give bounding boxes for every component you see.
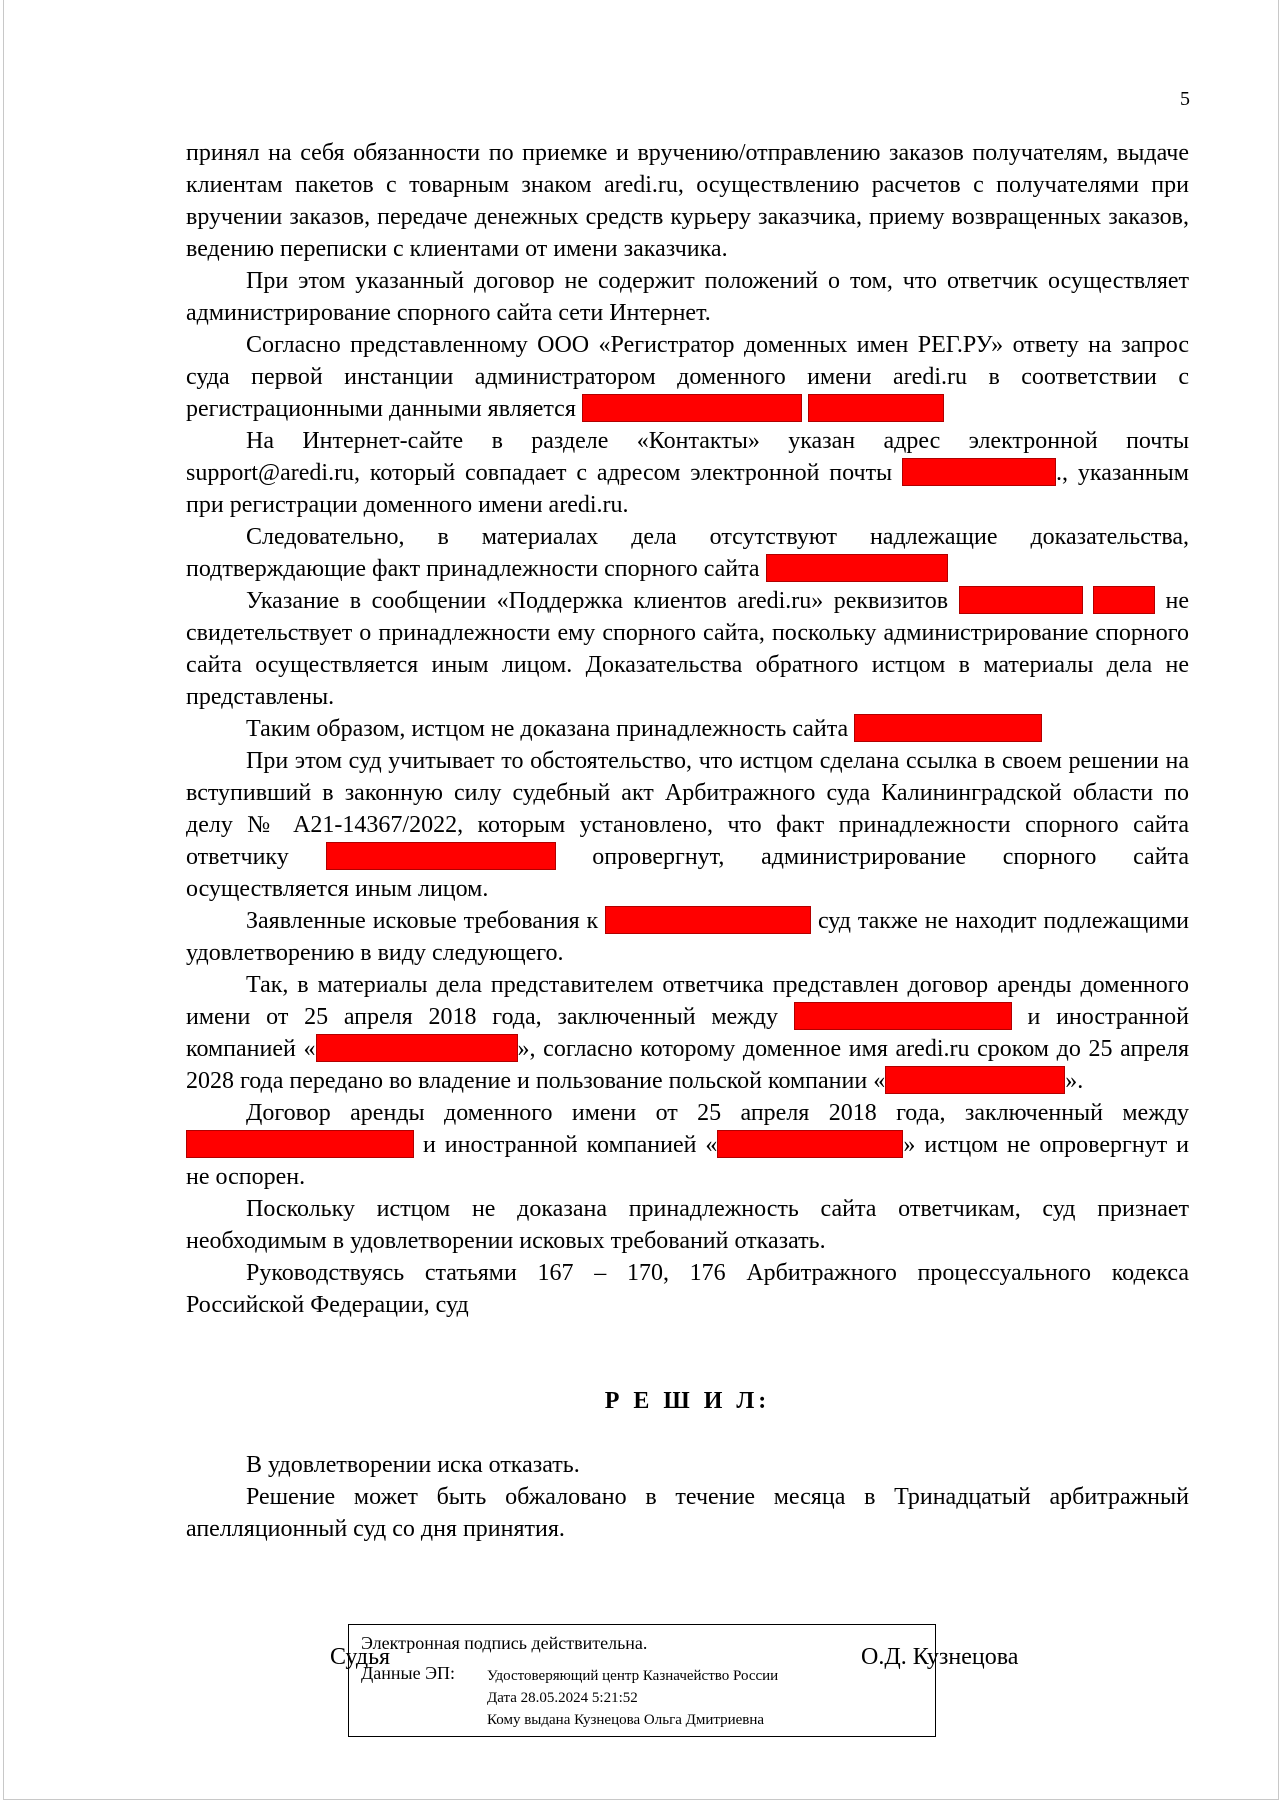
document-body [186, 137, 1189, 1545]
paragraph-text: При этом суд учитывает то обстоятельство, что истцом сделана ссылка в своем решении на вступивший в законную силу судебный акт Арбитражного суда Калининградской области по делу № А21-14367/2022, которым установлено, что факт принадлежности спорного сайта ответчику [186, 748, 1189, 870]
paragraph-text: Договор аренды доменного имени от 25 апреля 2018 года, заключенный между [246, 1100, 1189, 1126]
paragraph-p1 [186, 137, 1189, 265]
paragraph-text: ». [1065, 1068, 1084, 1094]
paragraph-p12 [186, 1193, 1189, 1257]
electronic-signature-stamp [348, 1624, 936, 1737]
judge-role: Судья [330, 1644, 391, 1670]
paragraph-text [1083, 588, 1093, 614]
paragraph-text: При этом указанный договор не содержит положений о том, что ответчик осуществляет администрирование спорного сайта сети Интернет. [186, 268, 1189, 326]
redaction-box [959, 586, 1083, 614]
judge-name: О.Д. Кузнецова [861, 1644, 1019, 1670]
paragraph-text: Поскольку истцом не доказана принадлежность сайта ответчикам, суд признает необходимым в удовлетворении исковых требований отказать. [186, 1196, 1189, 1254]
paragraph-text: ., указанным при регистрации доменного имени aredi.ru. [186, 460, 1189, 518]
redaction-box [794, 1002, 1012, 1030]
paragraph-text: Руководствуясь статьями 167 – 170, 176 Арбитражного процессуального кодекса Российской Федерации, суд [186, 1260, 1189, 1318]
page-number: 5 [1180, 88, 1190, 110]
paragraph-text: и иностранной компанией « [414, 1132, 718, 1158]
paragraph-p9 [186, 905, 1189, 969]
paragraph-text: Таким образом, истцом не доказана принадлежность сайта [246, 716, 855, 742]
paragraph-text: Следовательно, в материалах дела отсутствуют надлежащие доказательства, подтверждающие факт принадлежности спорного сайта [186, 524, 1189, 582]
stamp-date: Дата 28.05.2024 5:21:52 [487, 1690, 638, 1706]
decision-paragraph-2: Решение может быть обжаловано в течение месяца в Тринадцатый арбитражный апелляционный суд со дня принятия. [186, 1484, 1189, 1542]
redaction-box [326, 842, 556, 870]
paragraph-p5 [186, 521, 1189, 585]
paragraph-p2 [186, 265, 1189, 329]
redaction-box [902, 458, 1056, 486]
decision-heading: Р Е Ш И Л: [604, 1388, 771, 1414]
redaction-box [582, 394, 802, 422]
paragraph-text: », согласно которому доменное имя aredi.ru сроком до 25 апреля 2028 года передано во владение и пользование польской компании « [186, 1036, 1189, 1094]
redaction-box [885, 1066, 1065, 1094]
paragraph-text: и иностранной компанией « [186, 1004, 1189, 1062]
redaction-box [186, 1130, 414, 1158]
paragraph-p13 [186, 1257, 1189, 1321]
stamp-valid-text: Электронная подпись действительна. [361, 1633, 648, 1653]
paragraph-p10 [186, 969, 1189, 1097]
paragraph-p11 [186, 1097, 1189, 1193]
paragraph-text: Так, в материалы дела представителем ответчика представлен договор аренды доменного имени от 25 апреля 2018 года, заключенный между [186, 972, 1189, 1030]
spacer [186, 1321, 1189, 1353]
paragraph-text: На Интернет-сайте в разделе «Контакты» указан адрес электронной почты support@aredi.ru, который совпадает с адресом электронной почты [186, 428, 1189, 486]
redaction-box [854, 714, 1042, 742]
decision-paragraph-1: В удовлетворении иска отказать. [246, 1452, 580, 1478]
paragraph-text: » истцом не опровергнут и не оспорен. [186, 1132, 1189, 1190]
paragraph-p6 [186, 585, 1189, 713]
paragraph-text: опровергнут, администрирование спорного сайта осуществляется иным лицом. [186, 844, 1189, 902]
stamp-details [487, 1665, 778, 1731]
redaction-box [717, 1130, 903, 1158]
paragraph-text: Заявленные исковые требования к [246, 908, 606, 934]
paragraph-list [186, 137, 1189, 1321]
redaction-box [605, 906, 811, 934]
redaction-box [1093, 586, 1155, 614]
paragraph-p4 [186, 425, 1189, 521]
stamp-owner: Кому выдана Кузнецова Ольга Дмитриевна [487, 1712, 765, 1728]
stamp-issuer: Удостоверяющий центр Казначейство России [487, 1668, 779, 1684]
paragraph-text: суд также не находит подлежащими удовлетворению в виду следующего. [186, 908, 1190, 966]
redaction-box [808, 394, 944, 422]
redaction-box [316, 1034, 518, 1062]
paragraph-p3 [186, 329, 1189, 425]
paragraph-text: не свидетельствует о принадлежности ему спорного сайта, поскольку администрирование спорного сайта осуществляется иным лицом. Доказательства обратного истцом в материалы дела не представлены. [186, 588, 1189, 710]
paragraph-p7 [186, 713, 1189, 745]
stamp-label: Данные ЭП: [361, 1663, 455, 1683]
paragraph-text: принял на себя обязанности по приемке и вручению/отправлению заказов получателям, выдаче клиентам пакетов с товарным знаком aredi.ru, осуществлению расчетов с получателями при вручении заказов, передаче денежных средств курьеру заказчика, приему возвращенных заказов, ведению переписки с клиентами от имени заказчика. [186, 140, 1189, 262]
paragraph-p8 [186, 745, 1189, 905]
paragraph-text: Указание в сообщении «Поддержка клиентов aredi.ru» реквизитов [246, 588, 959, 614]
redaction-box [766, 554, 948, 582]
paragraph-text: Согласно представленному ООО «Регистратор доменных имен РЕГ.РУ» ответу на запрос суда первой инстанции администратором доменного имени aredi.ru в соответствии с регистрационными данными является [186, 332, 1189, 422]
